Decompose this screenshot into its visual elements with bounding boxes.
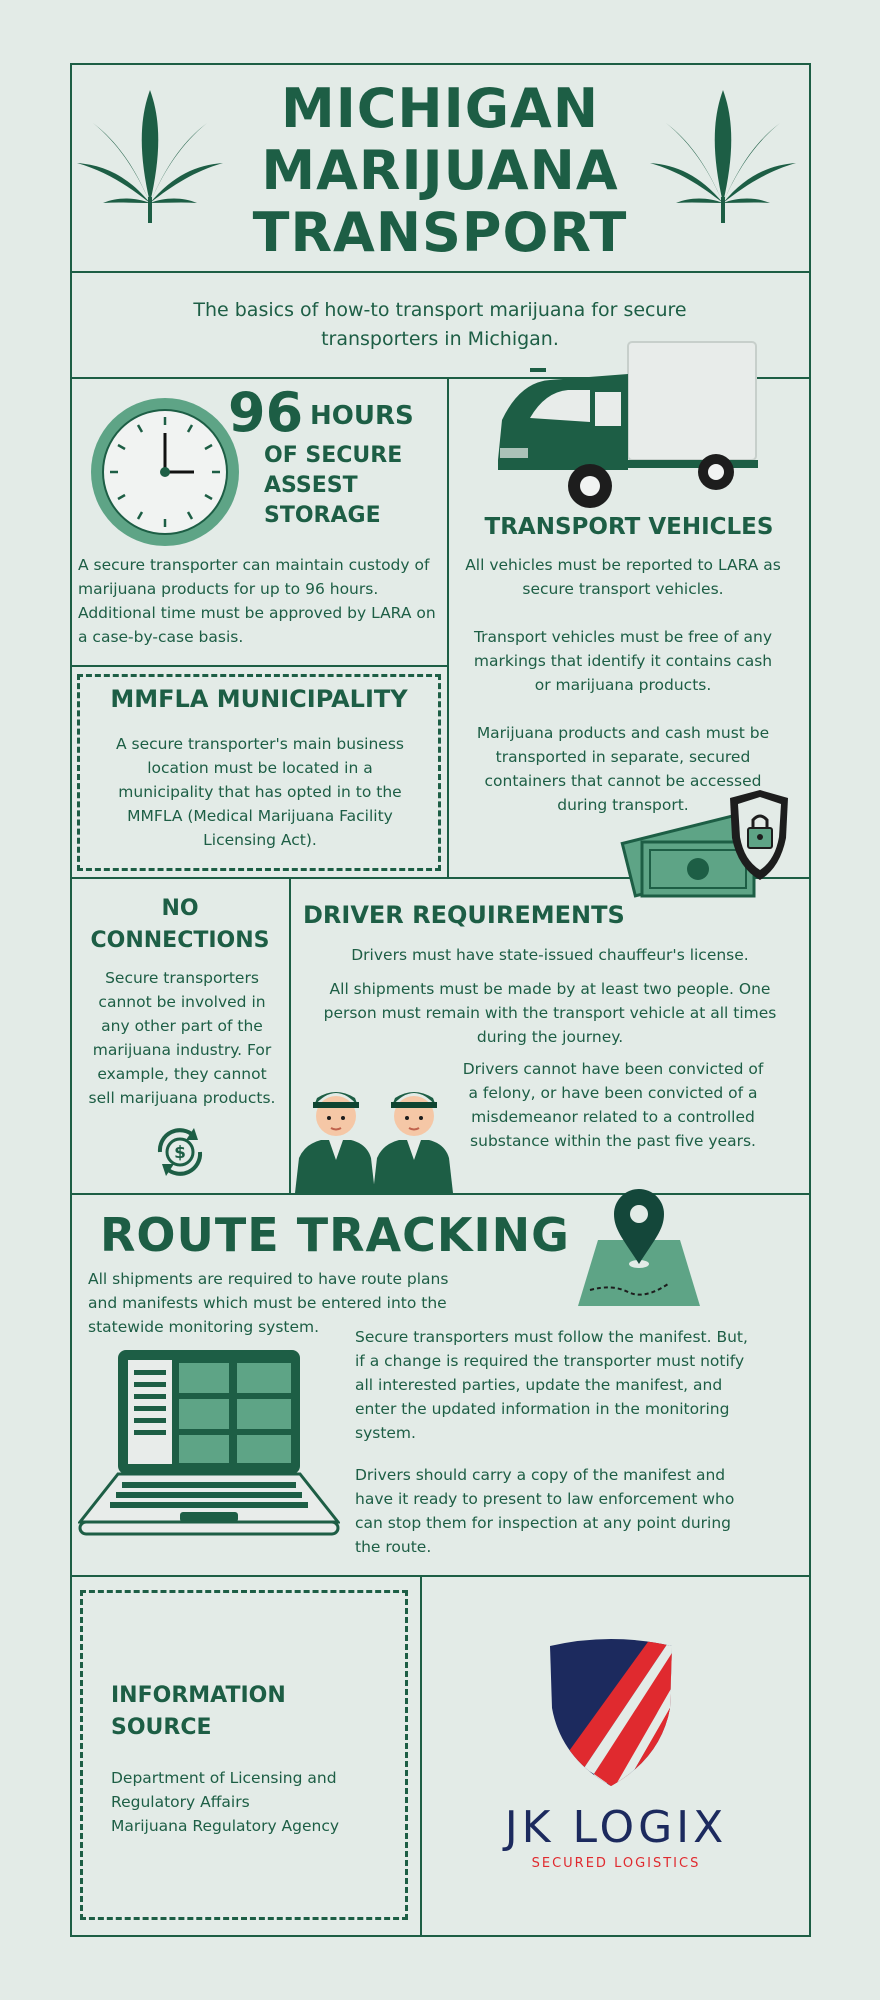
divider [70, 665, 448, 667]
brand-name: JK LOGIX [504, 1802, 728, 1853]
hours-number: 96 [228, 381, 304, 444]
map-pin-icon [572, 1180, 707, 1307]
storage-label-line: STORAGE [264, 503, 381, 528]
divider [70, 271, 811, 273]
drivers-text-2: All shipments must be made by at least two people. One person must remain with the transport vehicle at all times during the journey. [323, 980, 777, 1046]
divider [447, 377, 449, 879]
source-list [111, 1766, 391, 1838]
municipality-text: A secure transporter's main business location must be located in a municipality that has opted in to the MMFLA (Medical Marijuana Facility Licensing Act). [116, 735, 404, 849]
municipality-heading: MMFLA MUNICIPALITY [110, 685, 408, 713]
storage-text: A secure transporter can maintain custody of marijuana products for up to 96 hours. Additional time must be approved by LARA on a case-by-case basis. [78, 556, 436, 646]
title-line: MARIJUANA [261, 139, 619, 202]
route-text-1: All shipments are required to have route plans and manifests which must be entered into the statewide monitoring system. [88, 1270, 449, 1336]
storage-label [264, 441, 402, 531]
connections-heading-line: NO [161, 896, 199, 921]
title-line: TRANSPORT [252, 201, 628, 264]
laptop-icon [78, 1348, 340, 1540]
vehicles-heading: TRANSPORT VEHICLES [484, 514, 774, 540]
storage-label-line: OF SECURE [264, 443, 403, 468]
route-text-2: Secure transporters must follow the manifest. But, if a change is required the transporter must notify all interested parties, update the manifest, and enter the updated information in the monitoring system. [355, 1328, 748, 1442]
route-text-3: Drivers should carry a copy of the manifest and have it ready to present to law enforcement who can stop them for inspection at any point during the route. [355, 1466, 735, 1556]
cash-lock-icon [620, 790, 790, 905]
divider [420, 1575, 422, 1937]
connections-heading-line: CONNECTIONS [90, 928, 270, 953]
source-heading-line: INFORMATION [111, 1683, 286, 1708]
drivers-icon [295, 1068, 455, 1193]
clock-icon [88, 395, 243, 550]
connections-heading [72, 893, 288, 957]
title-line: MICHIGAN [280, 77, 600, 140]
subtitle: The basics of how-to transport marijuana for secure transporters in Michigan. [193, 299, 687, 350]
truck-icon [490, 340, 770, 515]
money-cycle-icon [150, 1122, 210, 1182]
storage-label-line: ASSEST [264, 473, 358, 498]
drivers-heading: DRIVER REQUIREMENTS [303, 901, 625, 929]
brand-tagline: SECURED LOGISTICS [531, 1856, 701, 1871]
hours-unit: HOURS [310, 401, 414, 431]
connections-text: Secure transporters cannot be involved in any other part of the marijuana industry. For example, they cannot sell marijuana products. [88, 969, 276, 1107]
divider [70, 1575, 811, 1577]
svg-text:$: $ [174, 1143, 186, 1163]
source-item: Department of Licensing and [111, 1769, 337, 1787]
source-box [80, 1590, 408, 1920]
source-heading [111, 1680, 286, 1744]
vehicles-text-1: All vehicles must be reported to LARA as secure transport vehicles. [465, 556, 781, 598]
source-item: Regulatory Affairs [111, 1793, 250, 1811]
drivers-text-1: Drivers must have state-issued chauffeur's license. [351, 946, 749, 964]
divider [289, 877, 291, 1195]
drivers-text-3: Drivers cannot have been convicted of a felony, or have been convicted of a misdemeanor related to a controlled substance within the past five years. [462, 1060, 764, 1150]
route-heading: ROUTE TRACKING [100, 1208, 570, 1262]
source-heading-line: SOURCE [111, 1715, 212, 1740]
vehicles-text-3: Marijuana products and cash must be transported in separate, secured containers that cannot be accessed during transport. [476, 724, 770, 814]
source-item: Marijuana Regulatory Agency [111, 1817, 340, 1835]
page-title [200, 78, 680, 264]
jk-logix-shield-icon [546, 1638, 676, 1788]
vehicles-text-2: Transport vehicles must be free of any markings that identify it contains cash or marijuana products. [473, 628, 773, 694]
